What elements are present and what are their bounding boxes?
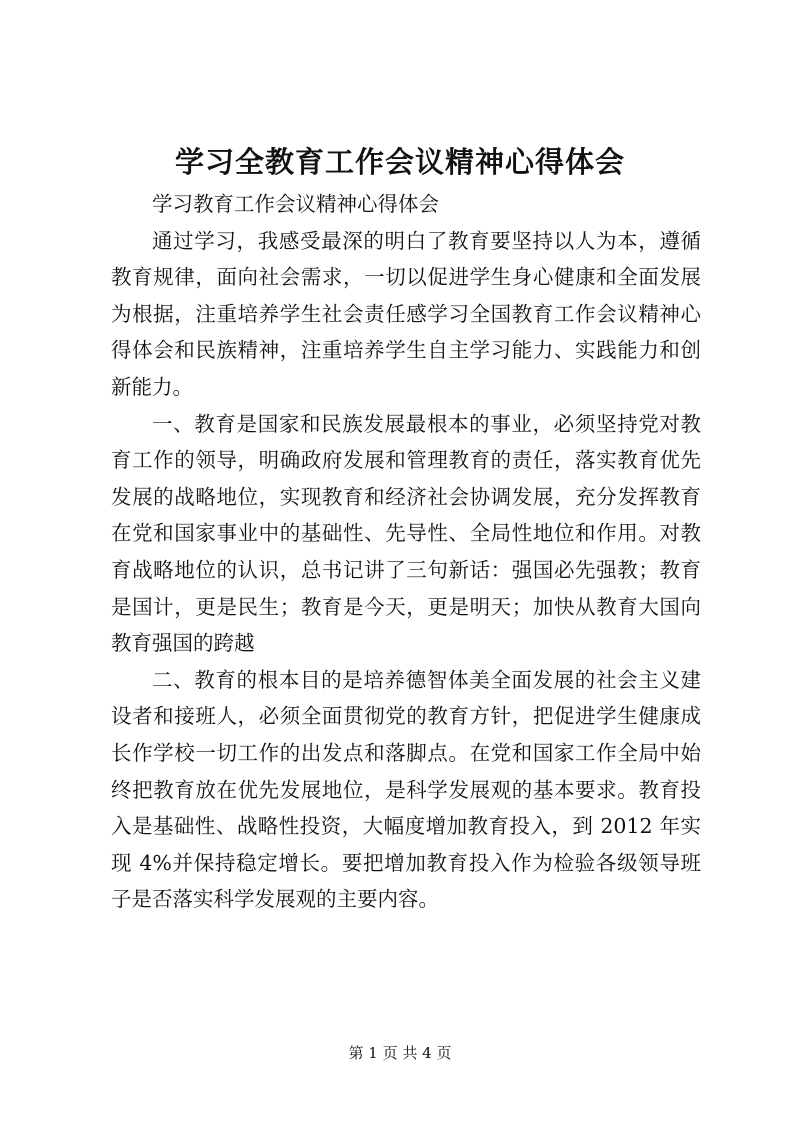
document-title: 学习全教育工作会议精神心得体会 <box>174 145 625 179</box>
document-body <box>111 186 701 918</box>
paragraph-intro: 通过学习，我感受最深的明白了教育要坚持以人为本，遵循教育规律，面向社会需求，一切以促进学生身心健康和全面发展为根据，注重培养学生社会责任感学习全国教育工作会议精神心得体会和民族精神，注重培养学生自主学习能力、实践能力和创新能力。 <box>111 228 701 399</box>
paragraph-section-two: 二、教育的根本目的是培养德智体美全面发展的社会主义建设者和接班人，必须全面贯彻党的教育方针，把促进学生健康成长作学校一切工作的出发点和落脚点。在党和国家工作全局中始终把教育放在优先发展地位，是科学发展观的基本要求。教育投入是基础性、战略性投资，大幅度增加教育投入，到 2012 年实现 4%并保持稳定增长。要把增加教育投入作为检验各级领导班子是否落实科学发展观的主要内容。 <box>111 667 701 912</box>
paragraph-section-one: 一、教育是国家和民族发展最根本的事业，必须坚持党对教育工作的领导，明确政府发展和管理教育的责任，落实教育优先发展的战略地位，实现教育和经济社会协调发展，充分发挥教育在党和国家事业中的基础性、先导性、全局性地位和作用。对教育战略地位的认识，总书记讲了三句新话：强国必先强教；教育是国计，更是民生；教育是今天，更是明天；加快从教育大国向教育强国的跨越 <box>111 411 701 656</box>
paragraph-subtitle: 学习教育工作会议精神心得体会 <box>152 192 439 216</box>
page-number-footer: 第 1 页 共 4 页 <box>348 1044 452 1062</box>
